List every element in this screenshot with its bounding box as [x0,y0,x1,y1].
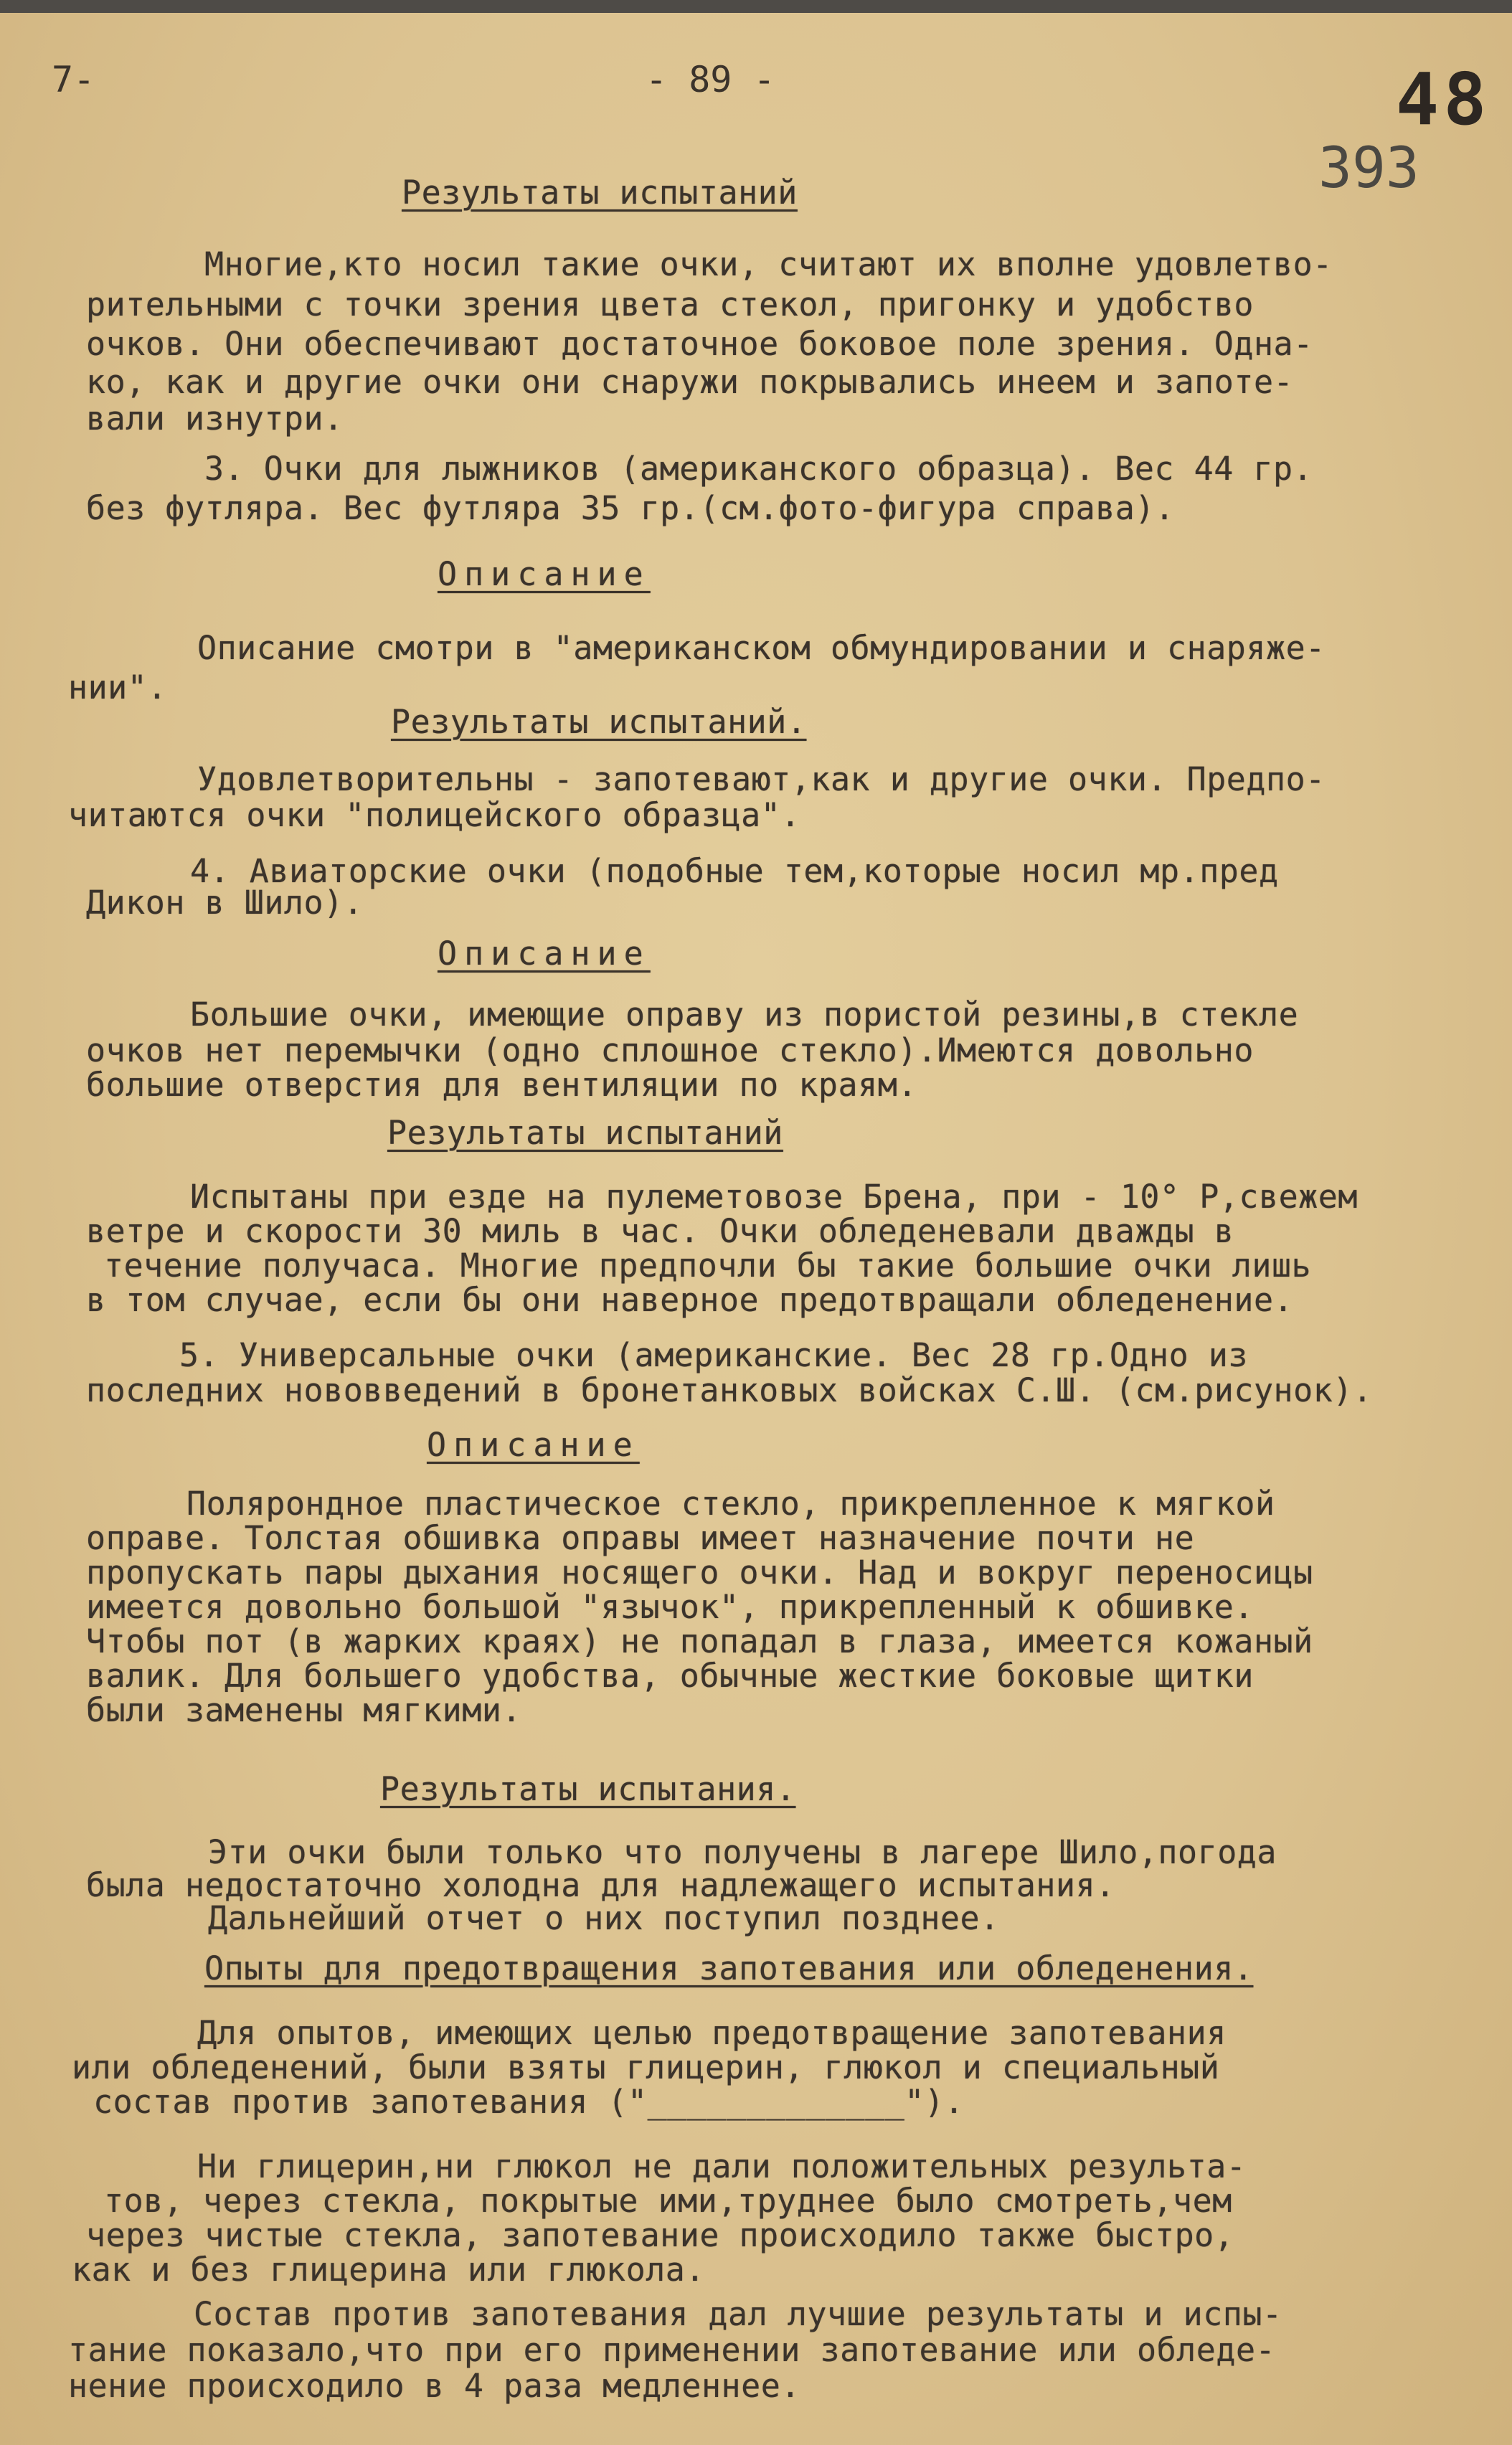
text-line: 5. Универсальные очки (американские. Вес 28 гр.Одно из [179,1336,1248,1374]
text-line: 4. Авиаторские очки (подобные тем,которые носил мр.пред [190,852,1279,890]
heading-results-1: Результаты испытаний [402,174,798,212]
text-line: вали изнутри. [86,399,344,438]
text-line: оправе. Толстая обшивка оправы имеет назначение почти не [86,1519,1195,1557]
text-line: Полярондное пластическое стекло, прикрепленное к мягкой [186,1485,1275,1523]
text-line: Большие очки, имеющие оправу из пористой резины,в стекле [190,996,1299,1034]
scan-top-band [0,0,1512,13]
text-line: очков. Они обеспечивают достаточное боковое поле зрения. Одна- [86,325,1313,363]
text-line: в том случае, если бы они наверное предотвращали обледенение. [86,1281,1294,1319]
text-line: были заменены мягкими. [86,1691,522,1729]
left-corner-mark: 7- [52,59,95,100]
text-line: ветре и скорости 30 миль в час. Очки обледеневали дважды в [86,1212,1234,1250]
text-line: как и без глицерина или глюкола. [72,2251,705,2289]
heading-results-3: Результаты испытаний [387,1114,783,1152]
text-line: рительными с точки зрения цвета стекол, пригонку и удобство [86,285,1254,323]
text-line: пропускать пары дыхания носящего очки. Над и вокруг переносицы [86,1553,1313,1592]
text-line: Ни глицерин,ни глюкол не дали положительных результа- [197,2147,1247,2185]
text-line: течение получаса. Многие предпочли бы такие большие очки лишь [104,1247,1312,1285]
text-line: последних нововведений в бронетанковых войсках С.Ш. (см.рисунок). [86,1371,1373,1409]
heading-description-2: Описание [438,935,651,973]
heading-results-2: Результаты испытаний. [391,703,807,741]
text-line: ко, как и другие очки они снаружи покрывались инеем и запоте- [86,363,1294,401]
text-line: 3. Очки для лыжников (американского образца). Вес 44 гр. [204,450,1313,488]
text-line: имеется довольно большой "язычок", прикрепленный к обшивке. [86,1588,1254,1626]
text-line: читаются очки "полицейского образца". [68,796,800,834]
heading-description-1: Описание [438,555,651,593]
text-line: Состав против запотевания дал лучшие результаты и испы- [194,2295,1282,2333]
text-line: Испытаны при езде на пулеметовозе Брена, при - 10° Р,свежем [190,1178,1358,1216]
text-line: без футляра. Вес футляра 35 гр.(см.фото-фигура справа). [86,489,1175,527]
archive-number: 393 [1318,136,1419,201]
text-line: Многие,кто носил такие очки, считают их вполне удовлетво- [204,245,1333,283]
text-line: Удовлетворительны - запотевают,как и другие очки. Предпо- [197,760,1326,798]
text-line: валик. Для большего удобства, обычные жесткие боковые щитки [86,1657,1254,1695]
text-line: тов, через стекла, покрытые ими,труднее было смотреть,чем [104,2182,1232,2220]
text-line: через чистые стекла, запотевание происходило также быстро, [86,2216,1234,2254]
text-line: нение происходило в 4 раза медленнее. [68,2367,800,2405]
text-line: или обледенений, были взяты глицерин, глюкол и специальный [72,2048,1220,2086]
text-line: Эти очки были только что получены в лагере Шило,погода [208,1833,1277,1871]
text-line: Описание смотри в "американском обмундировании и снаряже- [197,629,1326,667]
text-line: нии". [68,668,167,706]
text-line: Дальнейший отчет о них поступил позднее. [208,1899,1000,1937]
text-line: состав против запотевания ("_____________"). [93,2083,965,2121]
text-line: Для опытов, имеющих целью предотвращение запотевания [197,2014,1227,2052]
text-line: большие отверстия для вентиляции по краям. [86,1066,917,1104]
sheet-number: 48 [1396,57,1491,141]
text-line: очков нет перемычки (одно сплошное стекло).Имеются довольно [86,1031,1254,1069]
heading-experiments: Опыты для предотвращения запотевания или обледенения. [204,1949,1254,1987]
text-line: Чтобы пот (в жарких краях) не попадал в глаза, имеется кожаный [86,1622,1313,1660]
heading-results-4: Результаты испытания. [380,1770,796,1808]
text-line: была недостаточно холодна для надлежащего испытания. [86,1866,1115,1904]
text-line: тание показало,что при его применении запотевание или обледе- [68,2331,1276,2369]
heading-description-3: Описание [427,1426,640,1464]
page-number: - 89 - [646,59,775,100]
text-line: Дикон в Шило). [86,884,364,922]
